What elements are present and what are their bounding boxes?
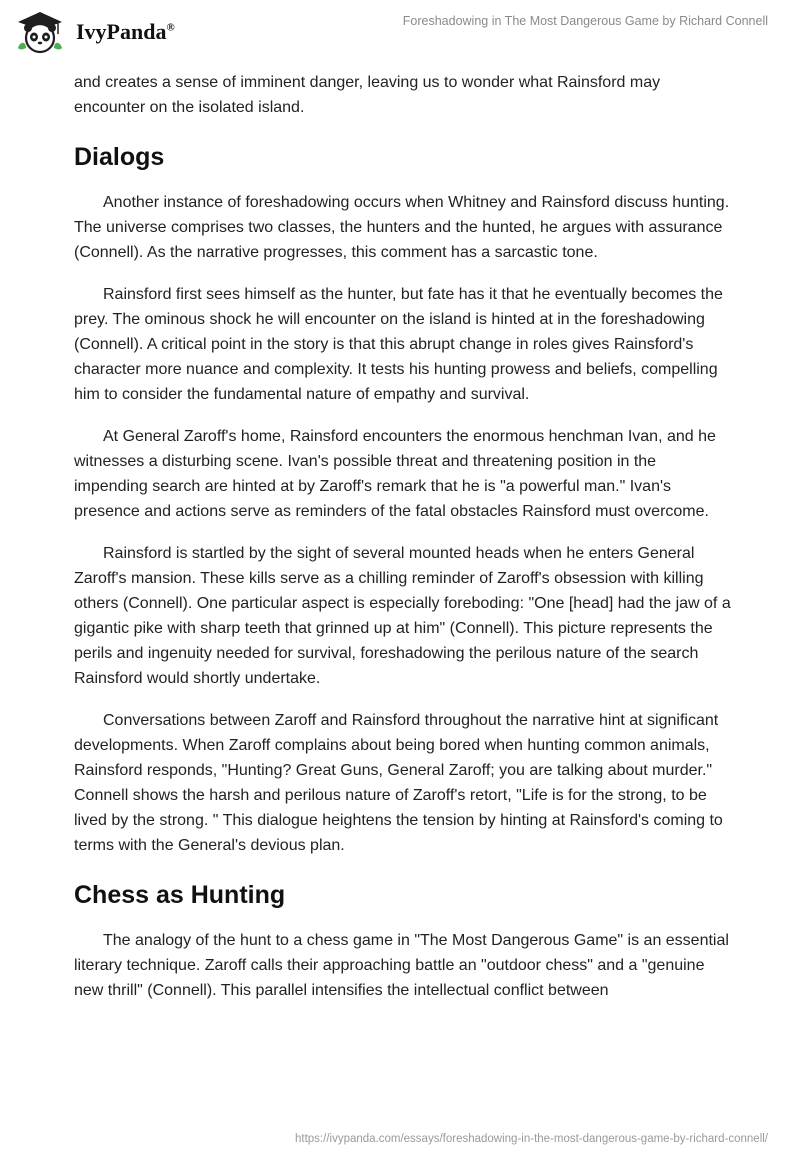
panda-graduate-icon — [14, 8, 70, 56]
page-header — [0, 0, 800, 64]
essay-content — [74, 70, 734, 1020]
intro-paragraph: and creates a sense of imminent danger, leaving us to wonder what Rainsford may encounter on the isolated island. — [74, 74, 661, 116]
ivypanda-logo[interactable] — [14, 8, 214, 58]
section-heading-dialogs: Dialogs — [74, 143, 165, 171]
section-heading-chess-as-hunting: Chess as Hunting — [74, 881, 286, 909]
brand-name: IvyPanda® — [76, 19, 175, 44]
paragraph: Another instance of foreshadowing occurs when Whitney and Rainsford discuss hunting. The universe comprises two classes, the hunters and the hunted, he argues with assurance (Connell). As the narrative progresses, this comment has a sarcastic tone. — [74, 194, 730, 261]
paragraph: At General Zaroff's home, Rainsford encounters the enormous henchman Ivan, and he witnesses a disturbing scene. Ivan's possible threat and threatening position in the impending search are hinted at by Zaroff's remark that he is "a powerful man." Ivan's presence and actions serve as reminders of the fatal obstacles Rainsford must overcome. — [74, 428, 716, 520]
source-url[interactable]: https://ivypanda.com/essays/foreshadowing-in-the-most-dangerous-game-by-richard-connell/ — [295, 1133, 768, 1145]
paragraph: Conversations between Zaroff and Rainsford throughout the narrative hint at significant developments. When Zaroff complains about being bored when hunting common animals, Rainsford responds, "Hunting? Great Guns, General Zaroff; you are talking about murder." Connell shows the harsh and perilous nature of Zaroff's retort, "Life is for the strong, to be lived by the strong. " This dialogue heightens the tension by hinting at Rainsford's coming to terms with the General's devious plan. — [74, 712, 723, 854]
paragraph: Rainsford is startled by the sight of several mounted heads when he enters General Zaroff's mansion. These kills serve as a chilling reminder of Zaroff's obsession with killing others (Connell). One particular aspect is especially foreboding: "One [head] had the jaw of a gigantic pike with sharp teeth that grinned up at him" (Connell). This picture represents the perils and ingenuity needed for survival, foreshadowing the perilous nature of the search Rainsford would shortly undertake. — [74, 545, 731, 687]
document-title: Foreshadowing in The Most Dangerous Game by Richard Connell — [402, 14, 768, 28]
paragraph: The analogy of the hunt to a chess game in "The Most Dangerous Game" is an essential literary technique. Zaroff calls their approaching battle an "outdoor chess" and a "genuine new thrill" (Connell). This parallel intensifies the intellectual conflict between — [74, 932, 729, 999]
paragraph: Rainsford first sees himself as the hunter, but fate has it that he eventually becomes the prey. The ominous shock he will encounter on the island is hinted at in the foreshadowing (Connell). A critical point in the story is that this abrupt change in roles gives Rainsford's character more nuance and complexity. It tests his hunting prowess and beliefs, compelling him to consider the fundamental nature of empathy and survival. — [74, 286, 723, 403]
